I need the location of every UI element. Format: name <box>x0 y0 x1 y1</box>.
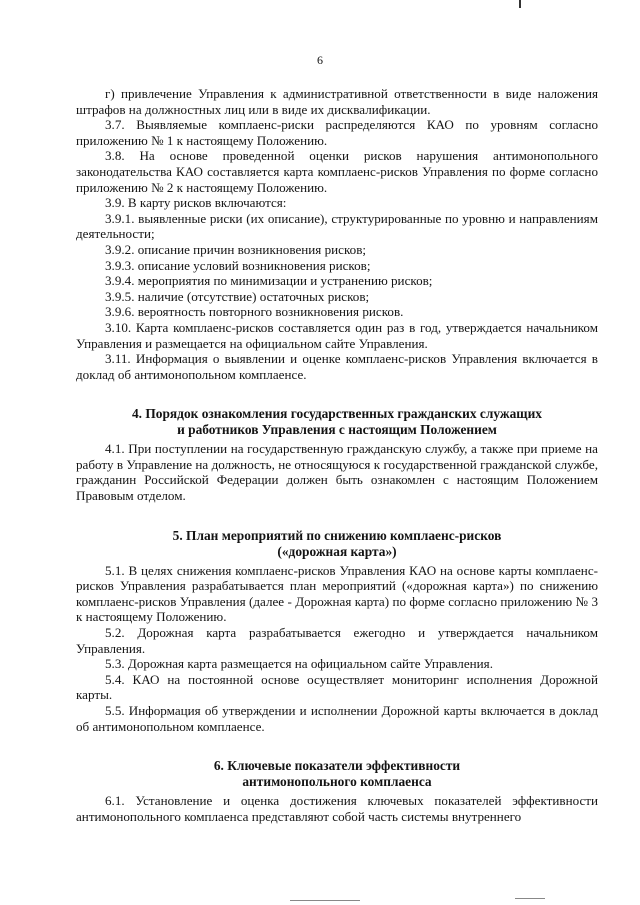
section-heading <box>76 406 598 438</box>
section-heading-line: и работников Управления с настоящим Положением <box>177 422 497 438</box>
paragraph: 3.9.4. мероприятия по минимизации и устранению рисков; <box>105 273 433 289</box>
paragraph: 3.9.6. вероятность повторного возникновения рисков. <box>105 304 404 320</box>
section-heading-line: 6. Ключевые показатели эффективности <box>213 758 461 774</box>
section-heading-line: («дорожная карта») <box>277 543 397 559</box>
paragraph: 3.8. На основе проведенной оценки рисков нарушения антимонопольного законодательства КАО составляется карта комплаенс-рисков Управления по форме согласно приложению № 2 к настоящему Положению. <box>76 148 598 195</box>
section-heading <box>76 528 598 560</box>
paragraph: 4.1. При поступлении на государственную гражданскую службу, а также при приеме на работу в Управление на должность, не относящуюся к государственной гражданской службе, гражданин Российской Федерации должен быть ознакомлен с настоящим Положением Правовым отделом. <box>76 441 598 504</box>
paragraph: 6.1. Установление и оценка достижения ключевых показателей эффективности антимонопольного комплаенса представляют собой часть системы внутреннего <box>76 793 598 824</box>
paragraph: г) привлечение Управления к административной ответственности в виде наложения штрафов на должностных лиц или в виде их дисквалификации. <box>76 86 598 117</box>
paragraph: 3.9. В карту рисков включаются: <box>105 195 287 211</box>
paragraph: 5.4. КАО на постоянной основе осуществляет мониторинг исполнения Дорожной карты. <box>76 671 598 703</box>
paragraph: 5.3. Дорожная карта размещается на официальном сайте Управления. <box>105 656 493 672</box>
document-body <box>76 86 598 824</box>
scan-artifact <box>519 0 521 8</box>
paragraph: 3.9.5. наличие (отсутствие) остаточных рисков; <box>105 288 370 304</box>
page-number: 6 <box>317 53 323 67</box>
paragraph: 3.11. Информация о выявлении и оценке комплаенс-рисков Управления включается в доклад об антимонопольном комплаенсе. <box>76 351 598 382</box>
paragraph: 3.10. Карта комплаенс-рисков составляется один раз в год, утверждается начальником Управления и размещается на официальном сайте Управления. <box>76 319 598 351</box>
paragraph: 3.7. Выявляемые комплаенс-риски распределяются КАО по уровням согласно приложению № 1 к настоящему Положению. <box>76 117 598 148</box>
section-heading <box>76 758 598 790</box>
paragraph: 3.9.2. описание причин возникновения рисков; <box>105 241 367 257</box>
scan-artifact <box>515 898 545 899</box>
paragraph: 3.9.3. описание условий возникновения рисков; <box>105 257 371 273</box>
paragraph: 5.2. Дорожная карта разрабатывается ежегодно и утверждается начальником Управления. <box>76 625 598 656</box>
section-heading-line: антимонопольного комплаенса <box>242 774 432 790</box>
scan-artifact <box>290 900 360 901</box>
paragraph: 5.1. В целях снижения комплаенс-рисков Управления КАО на основе карты комплаенс-рисков Управления разрабатывается план мероприятий («дорожная карта») по снижению комплаенс-рисков Управления (далее - Дорожная карта) по форме согласно приложению № 3 к настоящему Положению. <box>76 562 598 625</box>
paragraph: 5.5. Информация об утверждении и исполнении Дорожной карты включается в доклад об антимонопольном комплаенсе. <box>76 703 598 734</box>
paragraph: 3.9.1. выявленные риски (их описание), структурированные по уровню и направлениям деятельности; <box>76 210 598 242</box>
section-heading-line: 5. План мероприятий по снижению комплаенс-рисков <box>172 527 502 543</box>
section-heading-line: 4. Порядок ознакомления государственных гражданских служащих <box>131 406 543 422</box>
